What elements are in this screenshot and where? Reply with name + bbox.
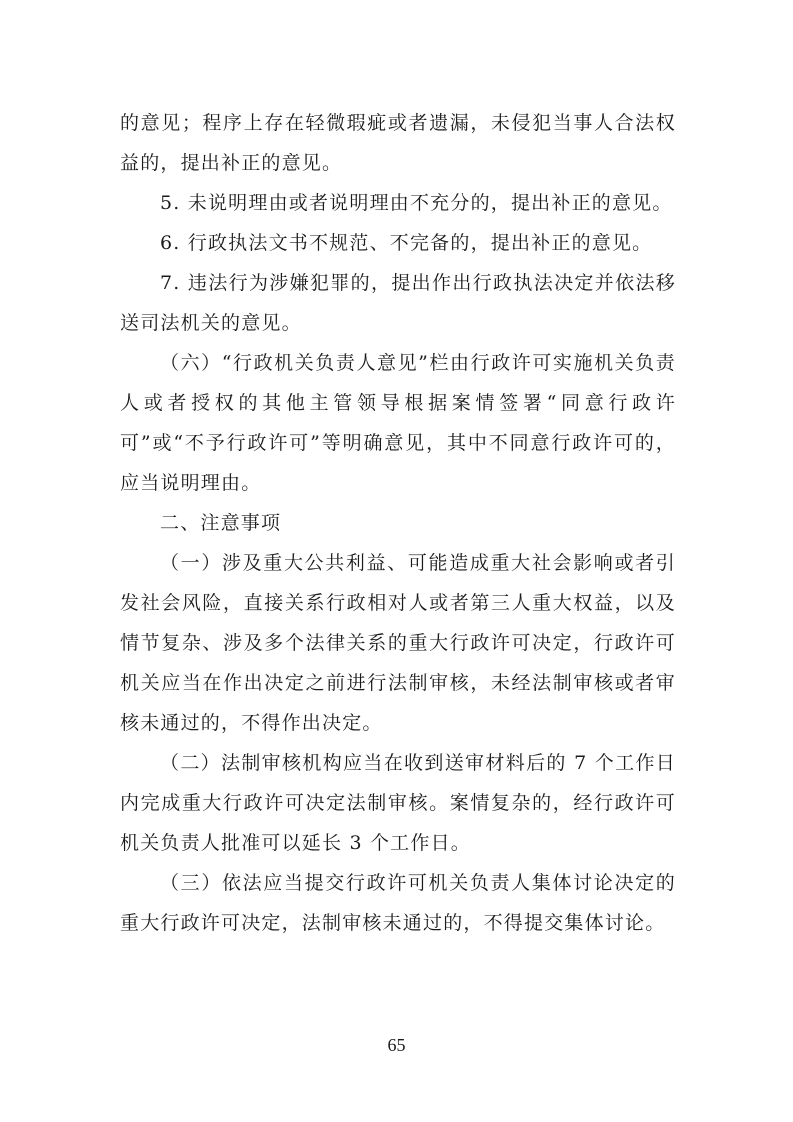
paragraph-item-6: 6. 行政执法文书不规范、不完备的，提出补正的意见。 [160,232,653,254]
paragraph-item-5: 5. 未说明理由或者说明理由不充分的，提出补正的意见。 [160,192,673,214]
section-heading-notes: 二、注意事项 [160,512,282,534]
paragraph-section-6: （六）“行政机关负责人意见”栏由行政许可实施机关负责人或者授权的其他主管领导根据案情签署“同意行政许可”或“不予行政许可”等明确意见，其中不同意行政许可的，应当说明理由。 [120,352,676,494]
document-body [120,103,676,943]
paragraph-continued: 的意见；程序上存在轻微瑕疵或者遗漏，未侵犯当事人合法权益的，提出补正的意见。 [120,112,676,174]
page-number: 65 [387,1035,406,1055]
paragraph-note-2: （二）法制审核机构应当在收到送审材料后的 7 个工作日内完成重大行政许可决定法制审核。案情复杂的，经行政许可机关负责人批准可以延长 3 个工作日。 [120,752,676,854]
paragraph-note-1: （一）涉及重大公共利益、可能造成重大社会影响或者引发社会风险，直接关系行政相对人或者第三人重大权益，以及情节复杂、涉及多个法律关系的重大行政许可决定，行政许可机关应当在作出决定之前进行法制审核，未经法制审核或者审核未通过的，不得作出决定。 [120,552,676,734]
paragraph-note-3: （三）依法应当提交行政许可机关负责人集体讨论决定的重大行政许可决定，法制审核未通过的，不得提交集体讨论。 [120,872,676,934]
paragraph-item-7: 7. 违法行为涉嫌犯罪的，提出作出行政执法决定并依法移送司法机关的意见。 [120,272,676,334]
